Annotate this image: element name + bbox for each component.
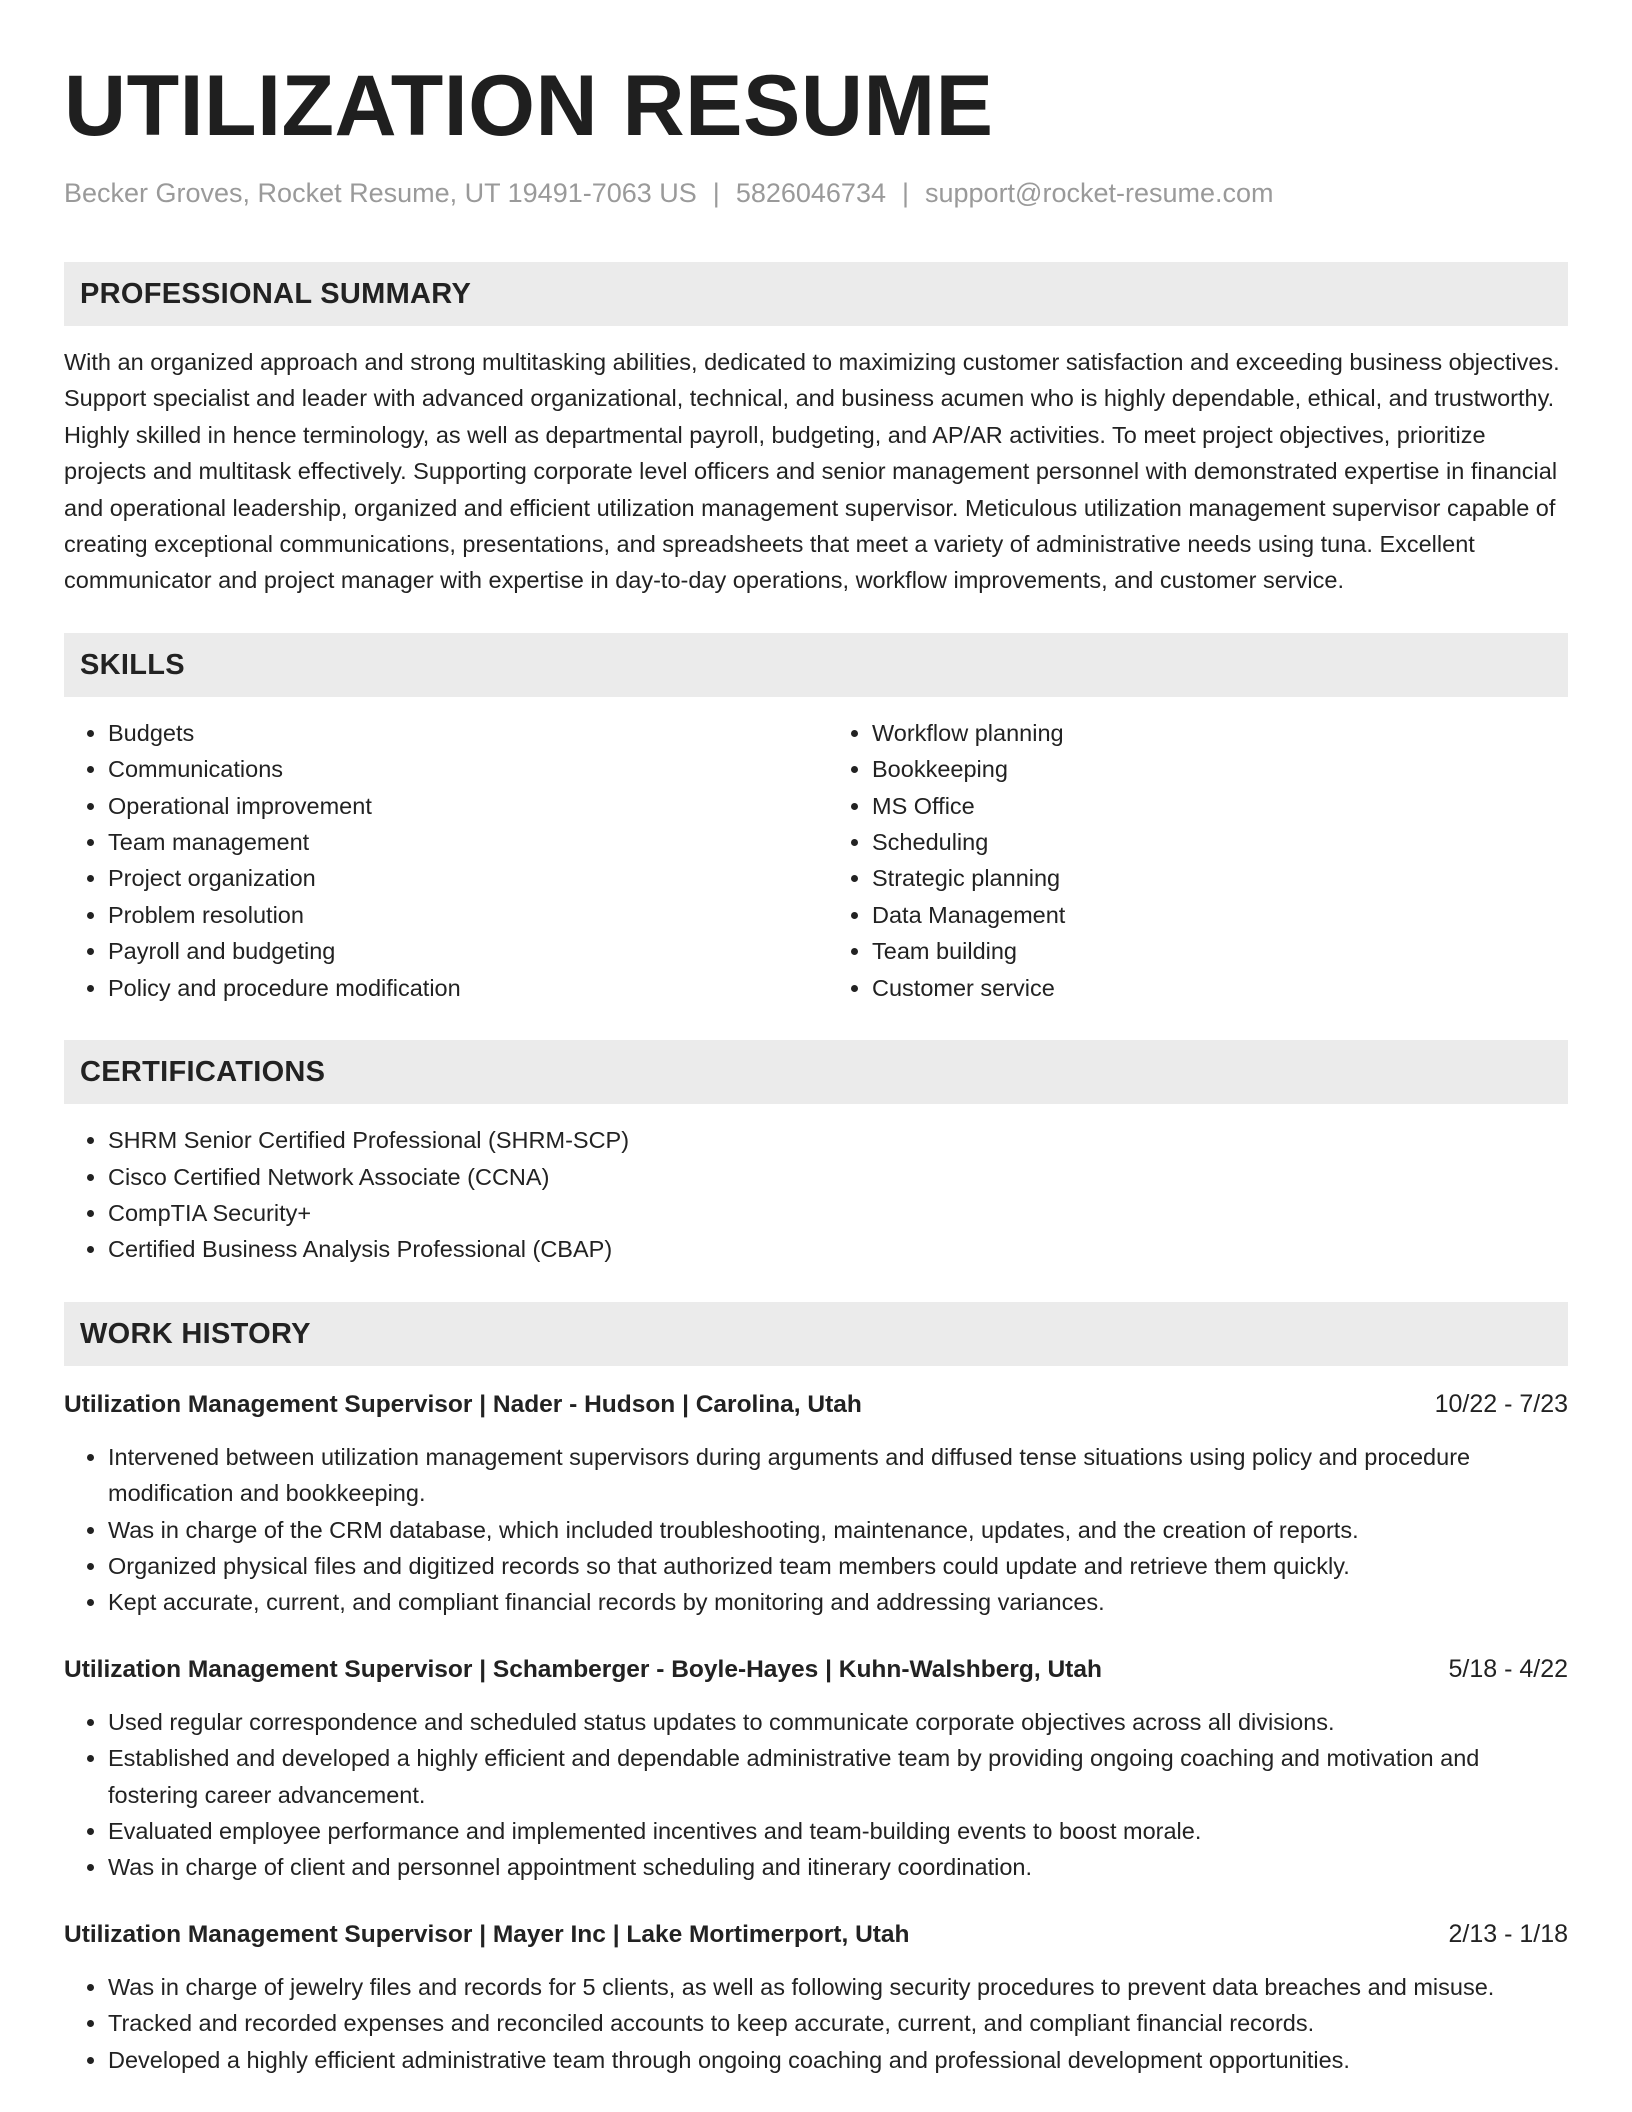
job-header [64,1386,1568,1423]
contact-separator: | [712,178,720,208]
skills-grid [64,715,1568,1006]
contact-address: Becker Groves, Rocket Resume, UT 19491-7063 US [64,178,697,208]
certifications-section-header: CERTIFICATIONS [64,1040,1568,1104]
job-bullet: • Established and developed a highly efficient and dependable administrative team by providing ongoing coaching and motivation and fostering career advancement. [108,1740,1568,1813]
skill-item: • Data Management [872,897,1568,933]
job-bullet: • Intervened between utilization management supervisors during arguments and diffused tense situations using policy and procedure modification and bookkeeping. [108,1439,1568,1512]
job-bullet: • Was in charge of jewelry files and records for 5 clients, as well as following security procedures to prevent data breaches and misuse. [108,1969,1568,2005]
job-entry [64,1651,1568,1886]
summary-text: With an organized approach and strong multitasking abilities, dedicated to maximizing customer satisfaction and exceeding business objectives. Support specialist and leader with advanced organizational, technical, and business acumen who is highly dependable, ethical, and trustworthy. Highly skilled in hence terminology, as well as departmental payroll, budgeting, and AP/AR activities. To meet project objectives, prioritize projects and multitask effectively. Supporting corporate level officers and senior management personnel with demonstrated expertise in financial and operational leadership, organized and efficient utilization management supervisor. Meticulous utilization management supervisor capable of creating exceptional communications, presentations, and spreadsheets that meet a variety of administrative needs using tuna. Excellent communicator and project manager with expertise in day-to-day operations, workflow improvements, and customer service. [64,349,1560,594]
skill-item: • Team building [872,933,1568,969]
skill-item: • Team management [108,824,816,860]
job-bullet: • Used regular correspondence and scheduled status updates to communicate corporate objectives across all divisions. [108,1704,1568,1740]
job-bullet: • Organized physical files and digitized records so that authorized team members could update and retrieve them quickly. [108,1548,1568,1584]
job-title: Utilization Management Supervisor | Mayer Inc | Lake Mortimerport, Utah [64,1920,910,1948]
job-bullet: • Was in charge of client and personnel appointment scheduling and itinerary coordination. [108,1849,1568,1885]
job-bullets [64,1704,1568,1886]
job-bullets [64,1439,1568,1621]
summary-section-header: PROFESSIONAL SUMMARY [64,262,1568,326]
job-entry [64,1386,1568,1621]
skill-item: • Strategic planning [872,860,1568,896]
skill-item: • Operational improvement [108,788,816,824]
certification-item: • CompTIA Security+ [108,1195,1568,1231]
skill-item: • Customer service [872,970,1568,1006]
certification-item: • Certified Business Analysis Professional (CBAP) [108,1231,1568,1267]
job-title: Utilization Management Supervisor | Schamberger - Boyle-Hayes | Kuhn-Walshberg, Utah [64,1655,1102,1683]
contact-separator: | [901,178,909,208]
certification-item: • Cisco Certified Network Associate (CCNA) [108,1159,1568,1195]
skill-item: • Problem resolution [108,897,816,933]
job-bullet: • Evaluated employee performance and implemented incentives and team-building events to boost morale. [108,1813,1568,1849]
job-dates: 2/13 - 1/18 [1448,1919,1568,1948]
skill-item: • Project organization [108,860,816,896]
contact-email: support@rocket-resume.com [925,178,1274,208]
skill-item: • Workflow planning [872,715,1568,751]
skill-item: • Payroll and budgeting [108,933,816,969]
job-dates: 10/22 - 7/23 [1434,1389,1568,1418]
skills-section-header: SKILLS [64,633,1568,697]
work-history-section-header: WORK HISTORY [64,1302,1568,1366]
skills-list-left [64,715,816,1006]
skill-item: • MS Office [872,788,1568,824]
contact-line [64,176,1568,210]
job-bullet: • Kept accurate, current, and compliant financial records by monitoring and addressing variances. [108,1584,1568,1620]
job-bullet: • Developed a highly efficient administrative team through ongoing coaching and professional development opportunities. [108,2042,1568,2078]
job-bullet: • Tracked and recorded expenses and reconciled accounts to keep accurate, current, and compliant financial records. [108,2005,1568,2041]
contact-phone: 5826046734 [735,178,886,208]
certification-item: • SHRM Senior Certified Professional (SHRM-SCP) [108,1122,1568,1158]
certifications-list [64,1122,1568,1268]
resume-title: UTILIZATION RESUME [64,58,994,154]
skill-item: • Scheduling [872,824,1568,860]
skill-item: • Bookkeeping [872,751,1568,787]
job-entry [64,1916,1568,2078]
job-bullet: • Was in charge of the CRM database, which included troubleshooting, maintenance, updates, and the creation of reports. [108,1512,1568,1548]
job-bullets [64,1969,1568,2078]
skill-item: • Budgets [108,715,816,751]
job-header [64,1916,1568,1953]
job-title: Utilization Management Supervisor | Nader - Hudson | Carolina, Utah [64,1390,862,1418]
skill-item: • Policy and procedure modification [108,970,816,1006]
skill-item: • Communications [108,751,816,787]
skills-list-right [816,715,1568,1006]
job-header [64,1651,1568,1688]
job-dates: 5/18 - 4/22 [1448,1654,1568,1683]
